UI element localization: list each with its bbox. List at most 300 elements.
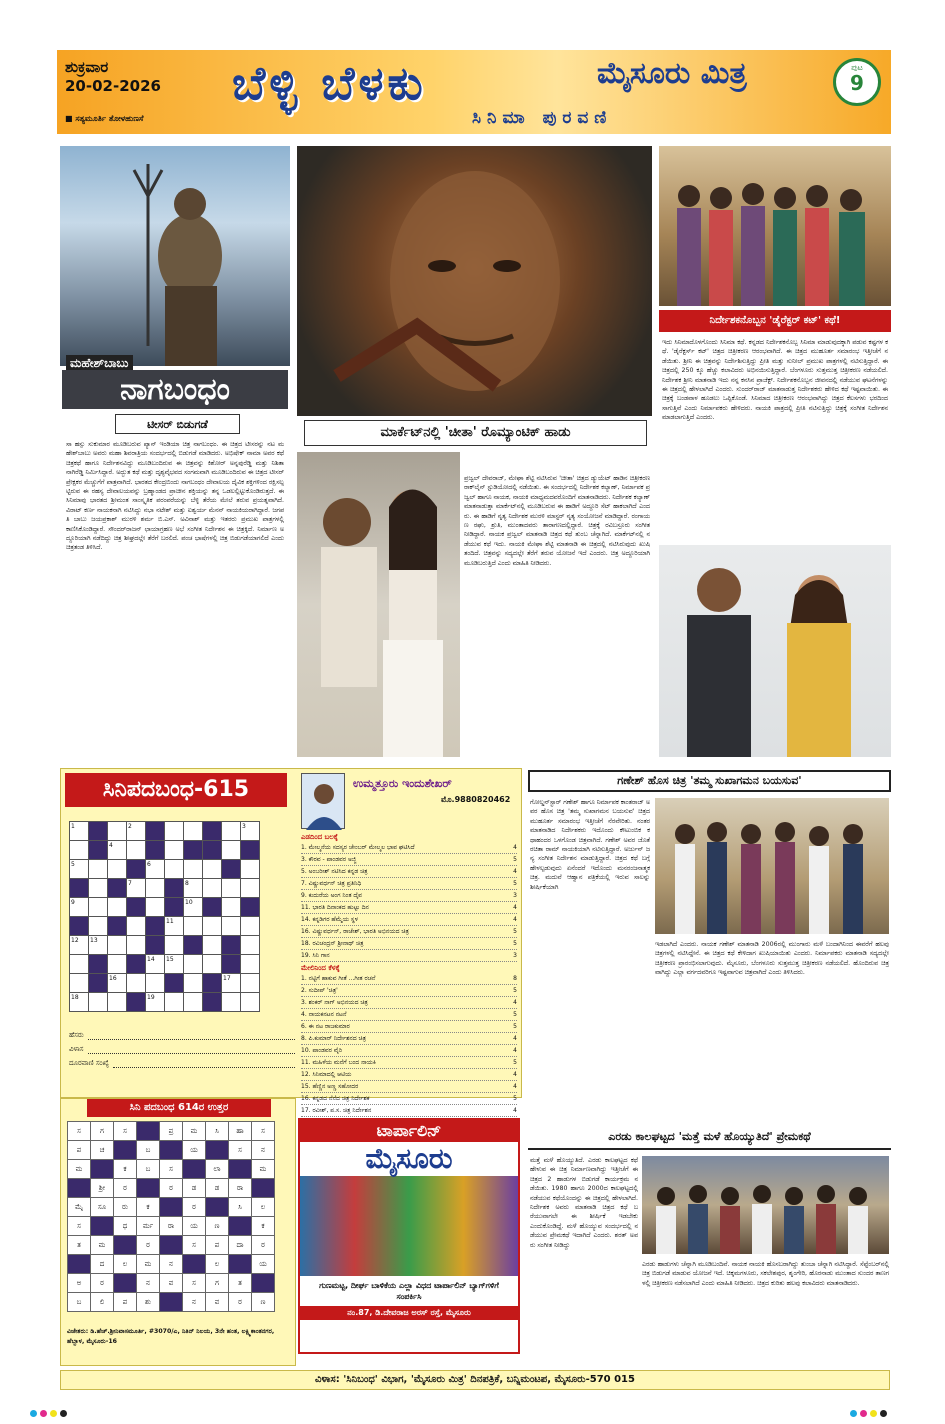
ans-cell: ಲ (206, 1255, 229, 1274)
cw-cell (165, 879, 184, 898)
cw-cell (70, 879, 89, 898)
clue-text: 7. ವಿಷ್ಣುವರ್ಧನ್ ಚಿತ್ರ ಪ್ರತಿನಿಧಿ (301, 880, 362, 887)
cw-cell (241, 841, 260, 860)
clue-length: 4 (513, 916, 517, 923)
ad-line1: ಟಾರ್ಪಾಲಿನ್ (300, 1120, 518, 1142)
clue-row (301, 854, 517, 866)
masthead-paper-name: ಮೈಸೂರು ಮಿತ್ರ (597, 56, 747, 91)
footer-address: ವಿಳಾಸ: 'ಸಿನಿಬಂಧ' ವಿಭಾಗ, 'ಮೈಸೂರು ಮಿತ್ರ' ದಿನಪತ್ರಿಕೆ, ಬನ್ನಿಮಂಟಪ, ಮೈಸೂರು-570 015 (60, 1370, 890, 1390)
clue-length: 5 (513, 1059, 517, 1066)
ans-cell: ಮ (68, 1160, 91, 1179)
across-title: ಎಡದಿಂದ ಬಲಕ್ಕೆ (301, 833, 338, 841)
down-list (301, 973, 517, 1117)
name-field[interactable] (88, 1031, 295, 1040)
cw-cell[interactable] (184, 993, 203, 1012)
cw-cell (89, 822, 108, 841)
ans-cell: ನ (252, 1141, 275, 1160)
story5-body-col1: ಮತ್ತೆ ಮಳೆ ಹೊಯ್ಯುತಿದೆ. ಎರಡು ಕಾಲಘಟ್ಟದ ಕಥೆ ಹೇಳುವ ಈ ಚಿತ್ರ ನಿರ್ಮಾಣವಾಗಿದ್ದು ಇತ್ತೀಚೆಗೆ ಈ ಚಿತ್ರದ 2 ಹಾಡುಗಳ ಬಿಡುಗಡೆ ಕಾರ್ಯಕ್ರಮ ನಡೆಯಿತು. 1980 ಹಾಗೂ 2000ದ ಕಾಲಘಟ್ಟದಲ್ಲಿ ನಡೆಯುವ ಕಥೆಯೊಂದನ್ನು ಈ ಚಿತ್ರದಲ್ಲಿ ಹೇಳಲಾಗಿದೆ. ನಿರ್ದೇಶಕ ಅವರು ಮಾತನಾಡಿ ಚಿತ್ರದ ಕಥೆ ಬರೆಯುವಾಗಲೇ ಈ ಶೀರ್ಷಿಕೆ ಇಡಬೇಕು ಎಂದುಕೊಂಡಿದ್ದೆ. ಮಳೆ ಹೊಯ್ಯುವ ಸಂದರ್ಭದಲ್ಲಿ ನಡೆಯುವ ಪ್ರೇಮಕಥೆ ಇದಾಗಿದೆ ಎಂದರು. ಶರತ್ ಅವರು ಸಂಗೀತ ನೀಡಿದ್ದು (530, 1157, 638, 1249)
cw-cell[interactable] (222, 822, 241, 841)
cw-cell[interactable] (241, 974, 260, 993)
cw-cell (70, 917, 89, 936)
ans-cell (252, 1274, 275, 1293)
ans-cell: ಸ (252, 1122, 275, 1141)
ans-cell (229, 1160, 252, 1179)
cw-cell[interactable]: 7 (127, 879, 146, 898)
story1-subtitle: ಟೀಸರ್ ಬಿಡುಗಡೆ (115, 414, 240, 434)
ans-cell: ಲ (252, 1198, 275, 1217)
entry-form (69, 1031, 295, 1068)
clue-length: 3 (513, 892, 517, 899)
clue-text: 12. ಸಿನಿಮಾದಲ್ಲಿ ಆಟಿಯ (301, 1071, 352, 1078)
clue-row (301, 842, 517, 854)
cheetah-couple-photo (297, 452, 460, 757)
poster-figure-art (60, 146, 290, 366)
name-label: ಹೆಸರು (69, 1031, 84, 1039)
ans-cell: ಯ (183, 1217, 206, 1236)
clue-text: 1. ಮೇಲ್ಮನೆಯ ಸದಸ್ಯರ ಚೇಂಬರ್ ಮೇಲ್ಮಲ ಭಾವ ಘಟಿಸಿದೆ (301, 844, 415, 851)
story1-title: ನಾಗಬಂಧಂ (62, 370, 288, 409)
matte-male-photo (642, 1156, 889, 1254)
page-number-badge (833, 58, 881, 106)
cw-cell[interactable]: 13 (89, 936, 108, 955)
clue-text: 14. ಕನ್ನಡಿಗರ ಹೆಮ್ಮೆಯ ಸ್ಥಳ (301, 916, 358, 923)
cw-cell[interactable] (241, 860, 260, 879)
cw-cell[interactable]: 16 (108, 974, 127, 993)
ans-cell (68, 1255, 91, 1274)
cw-cell[interactable]: 3 (241, 822, 260, 841)
phone-label: ದೂರವಾಣಿ ಸಂಖ್ಯೆ (69, 1059, 109, 1067)
cw-cell[interactable] (184, 955, 203, 974)
cw-cell[interactable]: 19 (146, 993, 165, 1012)
ans-cell (252, 1179, 275, 1198)
clue-text: 18. ರವಿಚಂದ್ರನ್ ಶ್ರೀನಾಥ್ ಚಿತ್ರ (301, 940, 364, 947)
ans-cell: ಸ (68, 1217, 91, 1236)
cw-cell[interactable] (165, 936, 184, 955)
masthead-day: ಶುಕ್ರವಾರ (65, 58, 109, 76)
ans-cell: ಬ (68, 1293, 91, 1312)
down-title: ಮೇಲಿನಿಂದ ಕೆಳಕ್ಕೆ (301, 964, 340, 972)
cw-cell[interactable]: 10 (184, 898, 203, 917)
ans-cell: ನ (137, 1274, 160, 1293)
ans-cell: ಅ (68, 1274, 91, 1293)
clue-row (301, 973, 517, 985)
clue-row (301, 1033, 517, 1045)
clue-length: 8 (513, 975, 517, 982)
cw-cell (127, 898, 146, 917)
muhurtha-group-art (655, 798, 889, 934)
clue-text: 10. ಪಾಂಡವರ ವೈರಿ (301, 1047, 343, 1054)
ans-cell: ಸಿ (229, 1198, 252, 1217)
ans-cell (160, 1141, 183, 1160)
clue-length: 4 (513, 1047, 517, 1054)
group-photo-art (659, 146, 891, 306)
clue-row (301, 1069, 517, 1081)
tarpaulin-ad (298, 1118, 520, 1354)
across-clues (301, 833, 517, 1117)
cw-cell (89, 974, 108, 993)
cw-cell[interactable] (222, 993, 241, 1012)
cw-cell[interactable]: 5 (70, 860, 89, 879)
cw-cell[interactable] (203, 879, 222, 898)
lead-pair-art (659, 545, 891, 757)
clue-length: 5 (513, 880, 517, 887)
directors-cut-lead-pair-photo (659, 545, 891, 757)
ans-cell: ಮ (137, 1255, 160, 1274)
clue-length: 4 (513, 844, 517, 851)
ans-cell: ತ (229, 1274, 252, 1293)
cw-cell[interactable] (108, 898, 127, 917)
clue-length: 4 (513, 1035, 517, 1042)
cw-cell[interactable]: 14 (146, 955, 165, 974)
ans-cell: ಶು (137, 1293, 160, 1312)
cw-cell[interactable]: 12 (70, 936, 89, 955)
crossword-author-photo (301, 773, 345, 829)
cw-cell (184, 936, 203, 955)
cw-cell (184, 841, 203, 860)
ans-cell: ರ (160, 1179, 183, 1198)
cw-cell[interactable] (108, 936, 127, 955)
clue-row (301, 1021, 517, 1033)
cw-cell[interactable] (108, 993, 127, 1012)
cw-cell[interactable] (70, 955, 89, 974)
clue-row (301, 1093, 517, 1105)
ans-cell: ಯ (183, 1141, 206, 1160)
ans-cell: ಮ (91, 1236, 114, 1255)
cw-cell (127, 955, 146, 974)
clue-text: 2. ಸುದೀಪ್ 'ಚಿತ್ರ' (301, 987, 338, 994)
ans-cell (137, 1179, 160, 1198)
cw-cell[interactable]: 1 (70, 822, 89, 841)
crossword-author: ಉಮ್ಮತ್ತೂರು ಇಂದುಶೇಖರ್ (353, 777, 452, 790)
ans-cell: ಬ (137, 1160, 160, 1179)
ans-cell (183, 1255, 206, 1274)
masthead-byline: ■ ಸತ್ಯಮೂರ್ತಿ ತೋಳಹುಣಸೆ (65, 114, 144, 123)
clue-length: 5 (513, 856, 517, 863)
cw-cell[interactable] (146, 974, 165, 993)
clue-text: 11. ಭಾರತಿ ದಿನಾಂಕದ ಹುಟ್ಟು ದಿನ (301, 904, 369, 911)
ans-cell (114, 1141, 137, 1160)
clue-length: 4 (513, 1107, 517, 1114)
ans-cell (206, 1198, 229, 1217)
cw-cell (89, 955, 108, 974)
cw-cell[interactable] (89, 898, 108, 917)
ans-cell: ಯ (252, 1255, 275, 1274)
directors-cut-muhurtha-photo (659, 146, 891, 306)
cw-cell[interactable] (184, 917, 203, 936)
ans-cell: ಗ (206, 1274, 229, 1293)
ans-cell: ರ (91, 1274, 114, 1293)
cw-cell[interactable] (108, 822, 127, 841)
dot-black (60, 1410, 67, 1417)
cw-cell (203, 898, 222, 917)
ans-cell: ದಾ (229, 1236, 252, 1255)
clue-length: 4 (513, 1083, 517, 1090)
clue-text: 16. ಕನ್ನಡದ ನೆನೆದ ಚಿತ್ರ ನಿರ್ದೇಶಕ (301, 1095, 370, 1102)
ans-cell: ರ (229, 1293, 252, 1312)
cw-cell[interactable] (70, 974, 89, 993)
ans-cell: ರು (114, 1198, 137, 1217)
cw-cell[interactable]: 2 (127, 822, 146, 841)
ad-line2: ಮೈಸೂರು (365, 1142, 453, 1175)
cw-cell[interactable] (89, 860, 108, 879)
clue-length: 5 (513, 1023, 517, 1030)
cw-cell[interactable] (222, 879, 241, 898)
cw-cell[interactable] (241, 879, 260, 898)
clue-length: 4 (513, 904, 517, 911)
ans-cell (114, 1236, 137, 1255)
ans-cell: ರ (183, 1198, 206, 1217)
phone-field[interactable] (113, 1059, 295, 1068)
cw-cell[interactable] (165, 860, 184, 879)
ans-cell: ಲಾ (206, 1160, 229, 1179)
ans-cell: ಸ (183, 1274, 206, 1293)
ans-cell: ಗ (91, 1122, 114, 1141)
ans-cell (160, 1198, 183, 1217)
cw-cell[interactable]: 4 (108, 841, 127, 860)
clue-length: 4 (513, 1071, 517, 1078)
ans-cell: ಕ (114, 1160, 137, 1179)
cw-cell (222, 936, 241, 955)
cw-cell[interactable] (108, 860, 127, 879)
ans-cell: ಕ (252, 1217, 275, 1236)
ans-cell: ಡ (206, 1179, 229, 1198)
cw-cell[interactable] (165, 841, 184, 860)
clue-text: 11. ಮಹಿಳೆಯ ಮನೆಗೆ ಬಂದ ನಾಯಕಿ (301, 1059, 376, 1066)
ans-cell: ಸ (229, 1141, 252, 1160)
cw-cell (165, 974, 184, 993)
cw-cell[interactable]: 8 (184, 879, 203, 898)
cw-cell[interactable] (241, 955, 260, 974)
page-label: ಪುಟ (851, 63, 863, 72)
ans-cell: ಪ (206, 1236, 229, 1255)
cw-cell[interactable] (89, 993, 108, 1012)
clue-row (301, 1081, 517, 1093)
cw-cell[interactable] (146, 879, 165, 898)
cw-cell (89, 841, 108, 860)
ans-cell (229, 1255, 252, 1274)
dot-yellow (50, 1410, 57, 1417)
clue-text: 3. ಶಂಕರ್ ನಾಗ್ ಅಭಿನಯದ ಚಿತ್ರ (301, 999, 368, 1006)
across-list (301, 842, 517, 962)
clue-text: 9. ಕುದುರೆಯ ಅಂಗ ನಿಂತ ದೈವ (301, 892, 363, 899)
cw-cell[interactable] (127, 917, 146, 936)
address-field[interactable] (88, 1045, 295, 1054)
cw-cell (146, 841, 165, 860)
cw-cell[interactable] (89, 879, 108, 898)
cw-cell[interactable] (89, 917, 108, 936)
ans-cell: ಪ (114, 1293, 137, 1312)
dot-magenta (860, 1410, 867, 1417)
cw-cell (203, 974, 222, 993)
ans-cell: ಹಾ (229, 1122, 252, 1141)
clue-row (301, 926, 517, 938)
cw-cell[interactable] (184, 860, 203, 879)
cw-cell[interactable] (203, 917, 222, 936)
crossword-title: ಸಿನಿಪದಬಂಧ-615 (65, 773, 287, 807)
ans-cell: ಮ (183, 1122, 206, 1141)
cw-cell[interactable] (184, 822, 203, 841)
clue-text: 19. ಸಿನಿ ಗಾನ (301, 952, 330, 959)
story1-body: ಸಾ ಹಸ್ಸು ಸುಕುಮಾರ ಮೂಡಿಬರುವ ಪ್ಯಾನ್ ಇಂಡಿಯಾ ಚಿತ್ರ ನಾಗಬಂಧಂ. ಈ ಚಿತ್ರದ ಟೀಸರನ್ನು ನಟ ಮಹೇಶ್‌ಬಾಬು ಅವರು ಮಹಾ ಶಿವರಾತ್ರಿಯ ಸಂದರ್ಭದಲ್ಲಿ ಬಿಡುಗಡೆ ಮಾಡಿದರು. ಅಭಿಷೇಕ್ ನಾಮಾ ಅವರ ಕಥೆ ಚಿತ್ರಕಥೆ ಹಾಗೂ ನಿರ್ದೇಶನವಿದ್ದು ಮೂಡಿಬಂದಿರುವ ಈ ಚಿತ್ರವನ್ನು ಕಿಶೋರ್ ಅನ್ನಪುರೆಡ್ಡಿ ಮತ್ತು ನಿಶಿತಾ ನಾಗಿರೆಡ್ಡಿ ನಿರ್ಮಿಸಿದ್ದಾರೆ. ಅದ್ಭುತ ಕಥೆ ಮತ್ತು ದೃಶ್ಯವೈಭವದ ಸಂಗಮವಾಗಿ ಮೂಡಿಬಂದಿರುವ ಈ ಚಿತ್ರದ ಟೀಸರ್ ಪ್ರೇಕ್ಷಕರ ಮೆಚ್ಚುಗೆಗೆ ಪಾತ್ರವಾಗಿದೆ. ಭಾರತದ ಕೇಂದ್ರಬಿಂದು ನಾಗಬಂಧಂ ದೇವಾಲಯ ದೈವಿಕ ಶಕ್ತಿಗಳಿಂದ ರಕ್ಷಿಸಲ್ಪಟ್ಟಿರುವ ಈ ರಹಸ್ಯ ದೇವಾಲಯವನ್ನು ಬ್ರಹ್ಮಾಂಡದ ಪ್ರಾಚೀನ ಶಕ್ತಿಯನ್ನು ತನ್ನ ಒಡಲಲ್ಲಿಟ್ಟುಕೊಂಡಿರುತ್ತದೆ. ಈ ಸಿನಿಮಾವು ಭಾರತದ ಶ್ರೀಮಂತ ಸಾಂಸ್ಕೃತಿಕ ಪರಂಪರೆಯನ್ನು ಬೆಳ್ಳಿ ತೆರೆಯ ಮೇಲೆ ತರುವ ಪ್ರಯತ್ನವಾಗಿದೆ. ವಿರಾಟ್ ಕರ್ಣ ನಾಯಕನಾಗಿ ನಟಿಸಿದ್ದು ನಭಾ ನಟೇಶ್ ಮತ್ತು ಐಶ್ವರ್ಯ ಮೆನನ್ ನಾಯಕಿಯರಾಗಿದ್ದಾರೆ. ಜಗಪತಿ ಬಾಬು ಜಯಪ್ರಕಾಶ್ ಮುರಳಿ ಶರ್ಮ ಬಿ.ಎಸ್. ಅವಿನಾಶ್ ಮತ್ತು ಇತರರು ಪ್ರಮುಖ ಪಾತ್ರಗಳಲ್ಲಿ ಕಾಣಿಸಿಕೊಂಡಿದ್ದಾರೆ. ಸೌಂದರ್‌ರಾಜನ್ ಛಾಯಾಗ್ರಹಣ ಅಭೆ ಸಂಗೀತ ನಿರ್ದೇಶನ ಈ ಚಿತ್ರಕ್ಕಿದೆ. ನಿರ್ಮಾಣ ಅದ್ದೂರಿಯಾಗಿ ನಡೆದಿದ್ದು ಚಿತ್ರ ಶೀಘ್ರದಲ್ಲೇ ತೆರೆಗೆ ಬರಲಿದೆ. ಪಂಚ ಭಾಷೆಗಳಲ್ಲಿ ಚಿತ್ರ ಬಿಡುಗಡೆಯಾಗಲಿದೆ ಎಂದು ಚಿತ್ರತಂಡ ತಿಳಿಸಿದೆ. (66, 441, 284, 552)
ans-cell: ಸ (68, 1122, 91, 1141)
ans-cell: ಮ (252, 1160, 275, 1179)
print-registration-dots-left (30, 1402, 70, 1421)
cw-cell[interactable] (184, 974, 203, 993)
clue-row (301, 997, 517, 1009)
clue-row (301, 902, 517, 914)
cw-cell[interactable] (108, 955, 127, 974)
cw-cell (203, 993, 222, 1012)
ans-cell: ಸಿ (206, 1122, 229, 1141)
ans-cell: ಧ (114, 1217, 137, 1236)
story2-body: ಪ್ರಜ್ವಲ್ ದೇವರಾಜ್, ಮೇಘಾ ಶೆಟ್ಟಿ ನಟಿಸಿರುವ 'ಚೀತಾ' ಚಿತ್ರದ ಡ್ಯುಯೆಟ್ ಹಾಡಿನ ಚಿತ್ರೀಕರಣ ರಾಕ್‌ಲೈನ್ ಸ್ಟುಡಿಯೋದಲ್ಲಿ ನಡೆಯಿತು. ಈ ಸಂದರ್ಭದಲ್ಲಿ ನಿರ್ದೇಶಕ ಕಲ್ಯಾಣ್, ನಿರ್ಮಾಪಕ ಪ್ರಜ್ವಲ್ ಹಾಗೂ ನಾಯಕ, ನಾಯಕಿ ಮಾಧ್ಯಮದವರೊಂದಿಗೆ ಮಾತನಾಡಿದರು. ನಿರ್ದೇಶಕ ಕಲ್ಯಾಣ್ ಮಾತನಾಡುತ್ತಾ ಮಾರ್ಕೆಟ್‌ನಲ್ಲಿ ಮೂಡಿಬರುವ ಈ ಹಾಡಿಗೆ ಅದ್ದೂರಿ ಸೆಟ್ ಹಾಕಲಾಗಿದೆ ಎಂದರು. ಈ ಹಾಡಿಗೆ ನೃತ್ಯ ನಿರ್ದೇಶಕ ಮುರಳಿ ಮಾಸ್ಟರ್ ನೃತ್ಯ ಸಂಯೋಜನೆ ಮಾಡಿದ್ದಾರೆ. ರಂಗಾಯಣ ರಘು, ಶ್ರುತಿ, ಮುಂತಾದವರು ತಾರಾಗಣದಲ್ಲಿದ್ದಾರೆ. ಚಿತ್ರಕ್ಕೆ ರವಿಬಸ್ರೂರು ಸಂಗೀತ ನೀಡಿದ್ದಾರೆ. ನಾಯಕ ಪ್ರಜ್ವಲ್ ಮಾತನಾಡಿ ಚಿತ್ರದ ಕಥೆ ತುಂಬ ಚೆನ್ನಾಗಿದೆ. ಮಾರ್ಕೆಟ್‌ನಲ್ಲಿ ನಡೆಯುವ ಕಥೆ ಇದು. ನಾಯಕಿ ಮೇಘಾ ಶೆಟ್ಟಿ ಮಾತನಾಡಿ ಈ ಚಿತ್ರದಲ್ಲಿ ನಟಿಸಿರುವುದು ಖುಷಿ ತಂದಿದೆ. ಚಿತ್ರವನ್ನು ಸದ್ಯದಲ್ಲೇ ತೆರೆಗೆ ತರುವ ಯೋಜನೆ ಇದೆ ಎಂದರು. ಚಿತ್ರ ಅದ್ದೂರಿಯಾಗಿ ಮೂಡಿಬರುತ್ತಿದೆ ಎಂದು ಮಾಹಿತಿ ನೀಡಿದರು. (464, 475, 650, 567)
answers-grid (67, 1121, 275, 1312)
cw-cell[interactable]: 17 (222, 974, 241, 993)
ans-cell (68, 1179, 91, 1198)
ans-cell (137, 1122, 160, 1141)
ans-cell: ರಾ (229, 1179, 252, 1198)
cw-cell[interactable] (165, 822, 184, 841)
cw-cell[interactable] (70, 841, 89, 860)
clue-text: 4. ನಾಯಕನಟನ ನಟನೆ (301, 1011, 347, 1018)
ans-cell: ನ (160, 1255, 183, 1274)
winner-text: ವಿಜೇತರು: ಡಿ.ಹೆಚ್.ಶ್ರೀನಿವಾಸಮೂರ್ತಿ, #3070/ಎ, ನಿತಿನ್ ನಿಲಯ, 3ನೇ ಹಂತ, ಲಕ್ಷ್ಮಿಕಾಂತನಗರ, ಹೆಬ್ಬಾಳ, ಮೈಸೂರು-16 (67, 1328, 275, 1345)
cw-cell (127, 860, 146, 879)
clue-row (301, 1057, 517, 1069)
cw-cell[interactable] (203, 936, 222, 955)
ans-cell: ಕ (137, 1198, 160, 1217)
story3-title: ನಿರ್ದೇಶಕನೊಬ್ಬನ 'ಡೈರೆಕ್ಟರ್ ಕಟ್' ಕಥೆ! (659, 310, 891, 332)
poster-face-art (297, 146, 652, 416)
cw-cell (222, 955, 241, 974)
ans-cell: ಮೈ (68, 1198, 91, 1217)
cw-cell[interactable]: 18 (70, 993, 89, 1012)
clue-row (301, 938, 517, 950)
page-number: 9 (850, 71, 864, 95)
dot-magenta (40, 1410, 47, 1417)
clue-length: 4 (513, 999, 517, 1006)
cw-cell[interactable]: 15 (165, 955, 184, 974)
cw-cell[interactable] (203, 860, 222, 879)
ans-cell (160, 1236, 183, 1255)
clue-length: 5 (513, 1095, 517, 1102)
cw-cell[interactable]: 9 (70, 898, 89, 917)
ans-cell: ಪ್ರ (160, 1122, 183, 1141)
ans-cell: ಡ (183, 1179, 206, 1198)
cw-cell[interactable] (165, 993, 184, 1012)
clue-row (301, 890, 517, 902)
ans-cell: ರ (114, 1179, 137, 1198)
cw-cell (203, 822, 222, 841)
ans-cell (160, 1293, 183, 1312)
print-registration-dots-right (850, 1402, 890, 1421)
ans-cell: ಸ (160, 1160, 183, 1179)
clue-text: 5. ಅಂಬರೀಶ್ ನಟಿಸಿದ ಕನ್ನಡ ಚಿತ್ರ (301, 868, 368, 875)
cw-cell[interactable] (222, 917, 241, 936)
cw-cell[interactable] (222, 898, 241, 917)
ans-cell: ಸೂ (91, 1198, 114, 1217)
story3-body: ಇದು ಸಿನಿಮಾದೊಳಗೊಂದು ಸಿನಿಮಾ ಕಥೆ. ಕನ್ನಡದ ನಿರ್ದೇಶಕನೊಬ್ಬ ಸಿನಿಮಾ ಮಾಡುವುದಕ್ಕಾಗಿ ಪಡುವ ಕಷ್ಟಗಳ ಕಥೆ. 'ಡೈರೆಕ್ಟರ್ಸ್ ಕಟ್' ಚಿತ್ರದ ಚಿತ್ರೀಕರಣ ಆರಂಭವಾಗಿದೆ. ಈ ಚಿತ್ರದ ಮುಹೂರ್ತ ಸಮಾರಂಭ ಇತ್ತೀಚೆಗೆ ನಡೆಯಿತು. ಶ್ರೀನಿ ಈ ಚಿತ್ರವನ್ನು ನಿರ್ದೇಶಿಸುತ್ತಿದ್ದು ಪ್ರೀತಿ ಮತ್ತು ಸುನೀಲ್ ಪ್ರಮುಖ ಪಾತ್ರಗಳಲ್ಲಿ ನಟಿಸುತ್ತಿದ್ದಾರೆ. ಈ ಚಿತ್ರದಲ್ಲಿ 250 ಕ್ಕೂ ಹೆಚ್ಚು ಕಲಾವಿದರು ಅಭಿನಯಿಸುತ್ತಿದ್ದಾರೆ. ಬೆಂಗಳೂರು ಸುತ್ತಮುತ್ತ ಚಿತ್ರೀಕರಣ ನಡೆಯಲಿದೆ. ನಿರ್ದೇಶಕ ಶ್ರೀನಿ ಮಾತನಾಡಿ ಇದು ನನ್ನ ಕನಸಿನ ಪ್ರಾಜೆಕ್ಟ್. ನಿರ್ದೇಶಕನೊಬ್ಬನ ಜೀವನದಲ್ಲಿ ನಡೆಯುವ ಘಟನೆಗಳನ್ನು ಈ ಚಿತ್ರದಲ್ಲಿ ಹೇಳಲಾಗಿದೆ ಎಂದರು. ಸುಂದರ್‌ರಾಜ್ ಮಾತನಾಡುತ್ತ ನಿರ್ದೇಶಕರು ಹೇಳಿದ ಕಥೆ ಇಷ್ಟವಾಯಿತು. ಈ ಚಿತ್ರಕ್ಕೆ ಬಂಡವಾಳ ಹೂಡಲು ಒಪ್ಪಿಕೊಂಡೆ. ಸಿನಿಮಾದ ಚಿತ್ರೀಕರಣ ಆರಂಭವಾಗಿದ್ದು ಚಿತ್ರದ ಕೆಲಸಗಳು ಭರದಿಂದ ಸಾಗುತ್ತಿವೆ ಎಂದು ನಿರ್ಮಾಪಕರು ಹೇಳಿದರು. ನಾಯಕಿ ಪಾತ್ರದಲ್ಲಿ ಪ್ರೀತಿ ನಟಿಸುತ್ತಿದ್ದು ಚಿತ್ರಕ್ಕೆ ಸಂಗೀತ ನಿರ್ದೇಶನ ಮಾಡಲಾಗುತ್ತಿದೆ ಎಂದರು. (662, 339, 888, 422)
cw-cell[interactable]: 11 (165, 917, 184, 936)
clue-row (301, 1045, 517, 1057)
ans-cell: ರ (137, 1236, 160, 1255)
cw-cell[interactable] (241, 936, 260, 955)
story4-title: ಗಣೇಶ್ ಹೊಸ ಚಿತ್ರ 'ತಮ್ಮ ಸುಖಾಗಮನ ಬಯಸುವ' (528, 770, 891, 792)
clue-text: 3. ಕೌರವ - ಪಾಂಡವರ ಅಜ್ಜಿ (301, 856, 357, 863)
clue-text: 8. ಪಿ.ಕುಮಾರ್ ನಿರ್ದೇಶನದ ಚಿತ್ರ (301, 1035, 367, 1042)
cw-cell (165, 898, 184, 917)
ans-cell: ಪ (68, 1141, 91, 1160)
cw-cell[interactable] (146, 898, 165, 917)
cw-cell (146, 936, 165, 955)
masthead-title: ಬೆಳ್ಳಿ ಬೆಳಕು (232, 56, 427, 110)
ans-cell: ಚ (91, 1141, 114, 1160)
address-label: ವಿಳಾಸ (69, 1045, 84, 1053)
cheetah-poster-top (297, 146, 652, 416)
ans-cell: ರಾ (160, 1217, 183, 1236)
crossword-phone: ಮೊ.9880820462 (441, 795, 511, 804)
masthead (57, 50, 891, 134)
cw-cell (203, 841, 222, 860)
couple-art (297, 452, 460, 757)
cw-cell[interactable] (127, 936, 146, 955)
clue-length: 3 (513, 952, 517, 959)
clue-length: 5 (513, 1011, 517, 1018)
cw-cell[interactable] (127, 841, 146, 860)
clue-row (301, 1009, 517, 1021)
answers-title: ಸಿನಿ ಪದಬಂಧ 614ರ ಉತ್ತರ (87, 1099, 271, 1117)
cw-cell[interactable] (241, 917, 260, 936)
story4-body-col2: ಇಡಲಾಗಿದೆ ಎಂದರು. ನಾಯಕ ಗಣೇಶ್ ಮಾತನಾಡಿ 2006ರಲ್ಲಿ ಮುಂಗಾರು ಮಳೆ ಬಂದಾಗಿನಿಂದ ಈವರೆಗೆ ಹಲವು ಚಿತ್ರಗಳಲ್ಲಿ ನಟಿಸಿದ್ದೇನೆ. ಈ ಚಿತ್ರದ ಕಥೆ ಕೇಳಿದಾಗ ಖುಷಿಯಾಯಿತು ಎಂದರು. ನಿರ್ಮಾಪಕರು ಮಾತನಾಡಿ ಸದ್ಯದಲ್ಲೇ ಚಿತ್ರೀಕರಣ ಪ್ರಾರಂಭಿಸಲಾಗುವುದು. ಮೈಸೂರು, ಬೆಂಗಳೂರು ಸುತ್ತಮುತ್ತ ಚಿತ್ರೀಕರಣ ನಡೆಯಲಿದೆ. ಹೊಂದಿರುವ ಚಿತ್ರವಾಗಿದ್ದು ಎಲ್ಲಾ ವರ್ಗದವರಿಗೂ ಇಷ್ಟವಾಗುವ ಚಿತ್ರವಾಗಿದೆ ಎಂದು ತಿಳಿಸಿದರು. (655, 941, 889, 977)
ans-cell: ರ (252, 1236, 275, 1255)
ans-cell: ರ್ಮ (137, 1217, 160, 1236)
ans-cell (183, 1160, 206, 1179)
dot-black (880, 1410, 887, 1417)
ans-cell (206, 1141, 229, 1160)
cw-cell (146, 917, 165, 936)
ans-cell (91, 1160, 114, 1179)
cw-cell (108, 917, 127, 936)
cw-cell[interactable] (127, 974, 146, 993)
clue-length: 5 (513, 987, 517, 994)
nagabandham-poster (60, 146, 290, 366)
ans-cell: ವ (206, 1293, 229, 1312)
cw-cell[interactable]: 6 (146, 860, 165, 879)
ans-cell: ತ (68, 1236, 91, 1255)
ans-cell: ನ (183, 1293, 206, 1312)
cw-cell (241, 898, 260, 917)
clue-row (301, 1105, 517, 1117)
ad-caption: ಗುಣಮಟ್ಟ, ದೀರ್ಘ ಬಾಳಿಕೆಯ ಎಲ್ಲಾ ವಿಧದ ಟಾರ್ಪಾಲಿನ್ ಬ್ಯಾಗ್‌ಗಳಿಗೆ ಸಂಪರ್ಕಿಸಿ (319, 1281, 499, 1301)
ad-address: ನಂ.87, ಡಿ.ದೇವರಾಜ ಅರಸ್ ರಸ್ತೆ, ಮೈಸೂರು (300, 1306, 518, 1320)
ans-cell: ಲಿ (91, 1293, 114, 1312)
clue-row (301, 985, 517, 997)
avatar-icon (302, 774, 346, 830)
dot-yellow (870, 1410, 877, 1417)
clue-text: 15. ಹೆಣ್ಣಿನ ಅಣ್ಣ ಸಹೋದರ (301, 1083, 359, 1090)
ans-cell: ಣ (252, 1293, 275, 1312)
cw-cell[interactable] (203, 955, 222, 974)
cw-cell[interactable] (222, 841, 241, 860)
clue-length: 4 (513, 868, 517, 875)
ans-cell: ಣ (206, 1217, 229, 1236)
ans-cell (114, 1274, 137, 1293)
ad-shop-photo (300, 1176, 518, 1276)
clue-text: 16. ವಿಷ್ಣುವರ್ಧನ್, ರಾಜೇಶ್, ಭಾರತಿ ಅಭಿನಯದ ಚಿತ್ರ (301, 928, 409, 935)
cw-cell[interactable] (241, 993, 260, 1012)
answers-block (60, 1098, 296, 1366)
clue-length: 5 (513, 928, 517, 935)
